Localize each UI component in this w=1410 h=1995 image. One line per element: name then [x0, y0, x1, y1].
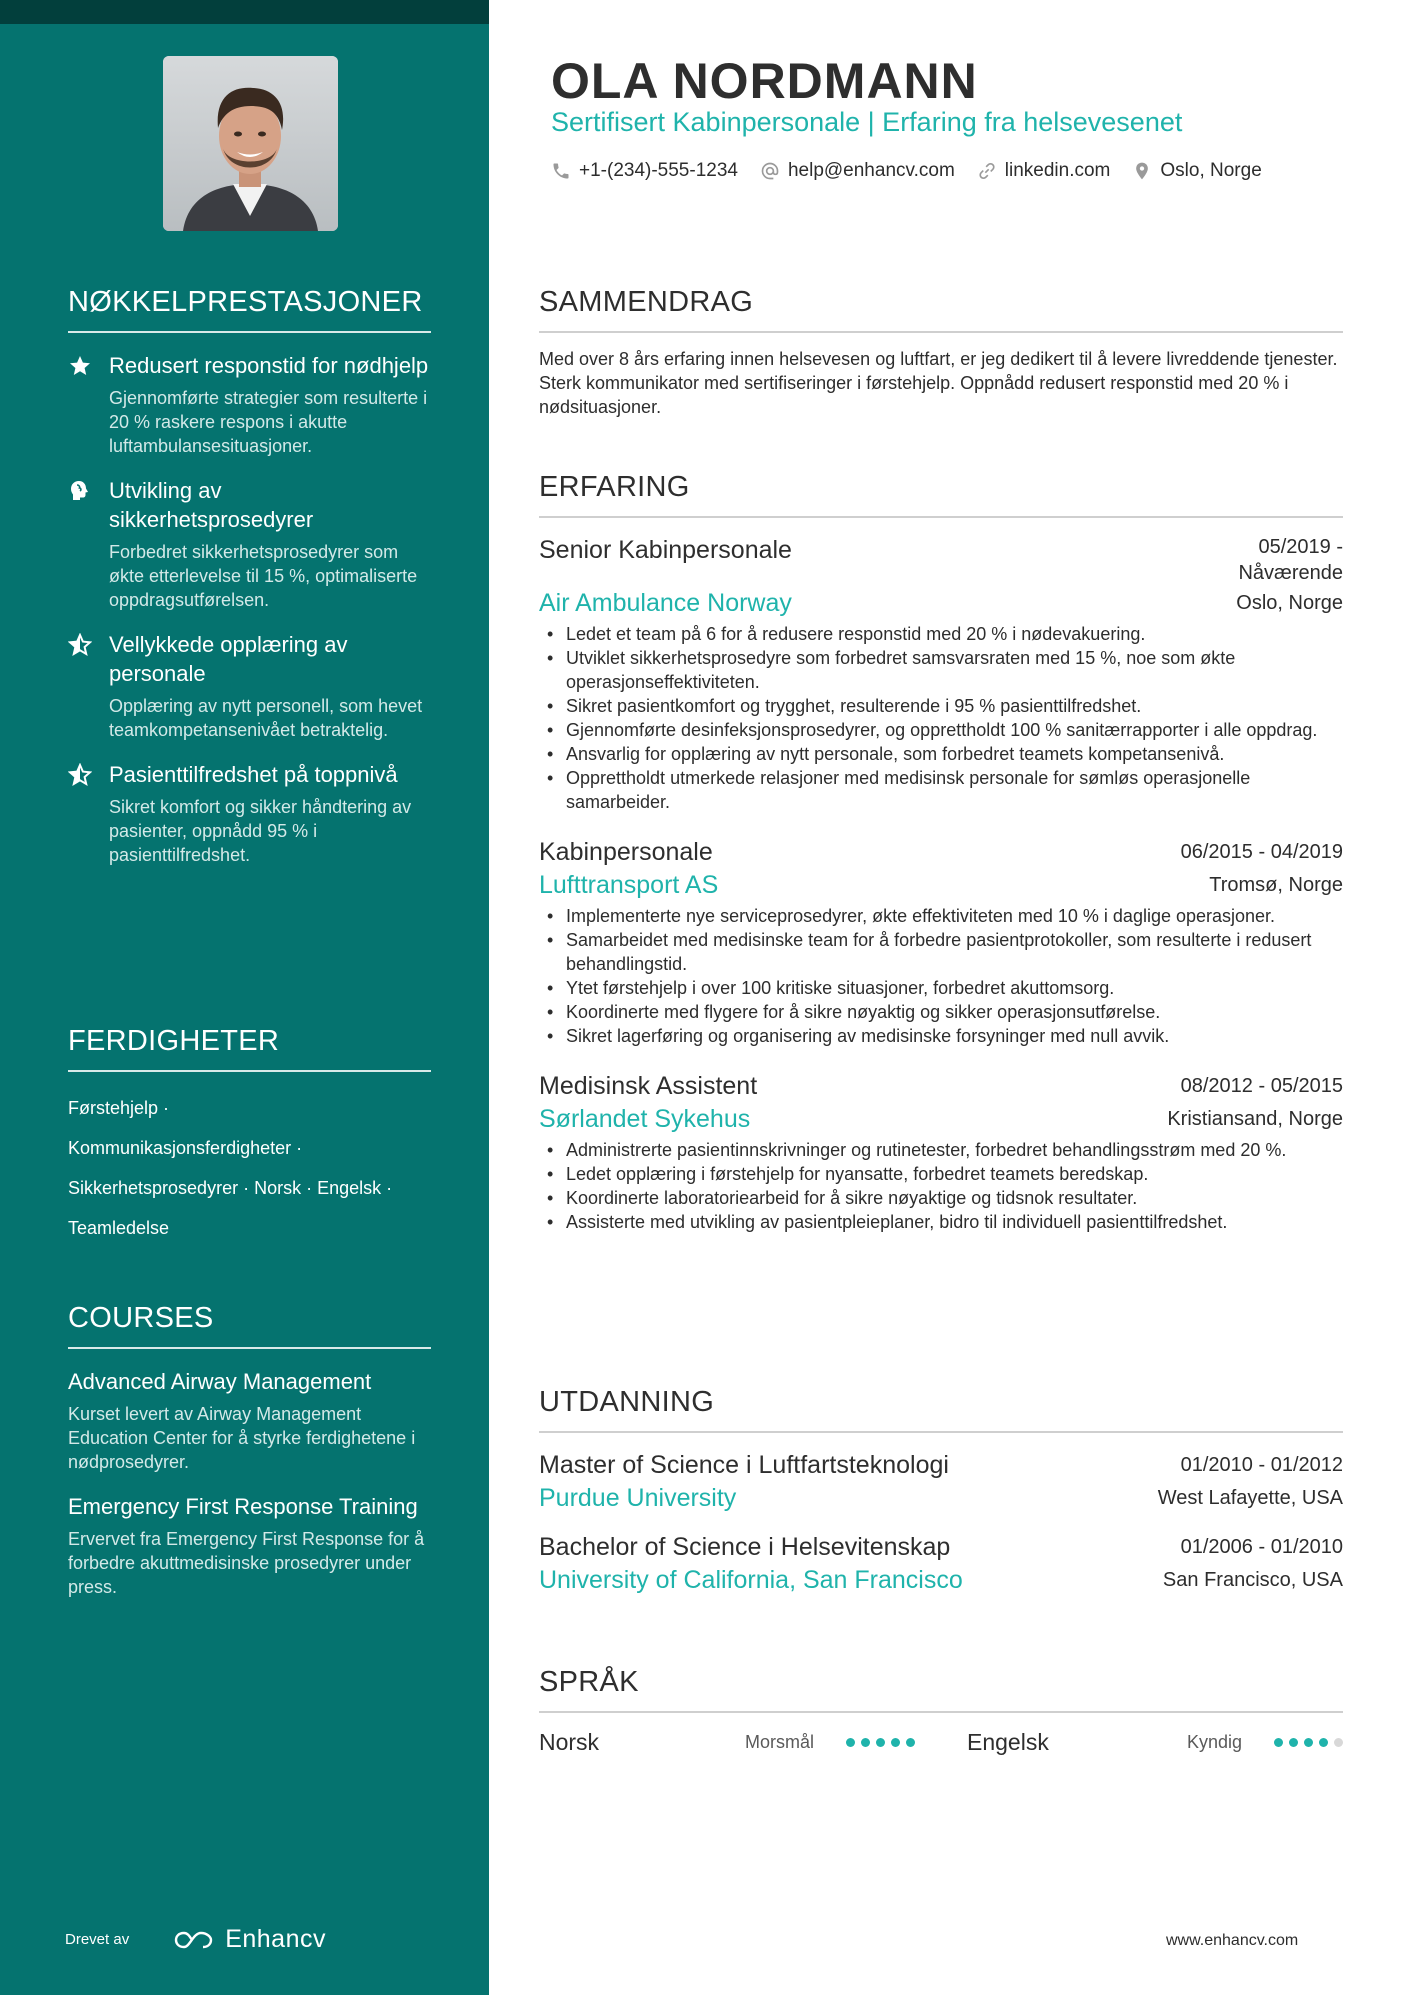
skills-line: Førstehjelp ·	[68, 1098, 170, 1118]
achievement-item	[68, 476, 431, 612]
brand-name: Enhancv	[225, 1925, 326, 1953]
rating-dot-filled	[891, 1738, 900, 1747]
rating-dot-filled	[846, 1738, 855, 1747]
languages-section	[539, 1666, 1343, 1756]
achievement-description: Forbedret sikkerhetsprosedyrer som økte etterlevelse til 15 %, optimaliserte oppdragsutførelsen.	[109, 542, 418, 610]
job-company: Lufttransport AS	[539, 871, 719, 899]
achievement-description: Gjennomførte strategier som resulterte i 20 % raskere respons i akutte luftambulansesituasjoner.	[109, 388, 428, 456]
rating-dot-filled	[861, 1738, 870, 1747]
rating-dot-filled	[1274, 1738, 1283, 1747]
job-entry	[539, 1070, 1343, 1234]
rating-dot-filled	[876, 1738, 885, 1747]
job-bullet: • Assisterte med utvikling av pasientpleieplaner, bidro til individuell pasienttilfredshet.	[539, 1210, 1343, 1234]
language-item	[539, 1729, 915, 1756]
skills-line: Sikkerhetsprosedyrer · Norsk · Engelsk ·	[68, 1178, 393, 1198]
job-date: 08/2012 - 05/2015	[1180, 1075, 1343, 1097]
school-location: West Lafayette, USA	[1157, 1487, 1343, 1509]
education-entry	[539, 1531, 1343, 1597]
job-date-start: 05/2019 -	[1258, 536, 1343, 558]
powered-by	[65, 1925, 326, 1954]
job-location: Tromsø, Norge	[1209, 874, 1343, 896]
summary-title: SAMMENDRAG	[539, 286, 1343, 333]
job-bullet: • Ledet opplæring i førstehjelp for nyansatte, forbedret teamets beredskap.	[539, 1162, 1343, 1186]
achievement-item	[68, 760, 431, 867]
skills-section	[68, 1025, 431, 1248]
star-icon	[68, 354, 92, 378]
job-bullet: • Sikret lagerføring og organisering av medisinske forsyninger med null avvik.	[539, 1024, 1343, 1048]
course-title: Advanced Airway Management	[68, 1369, 372, 1394]
job-bullets	[539, 904, 1343, 1048]
job-title: Senior Kabinpersonale	[539, 536, 792, 564]
summary-text: Med over 8 års erfaring innen helsevesen og luftfart, er jeg dedikert til å levere livreddende tjenester. Sterk kommunikator med sertifiseringer i førstehjelp. Oppnådd redusert responstid med 20 % i nødsituasjoner.	[539, 349, 1338, 417]
job-location: Kristiansand, Norge	[1167, 1108, 1343, 1130]
course-item	[68, 1492, 431, 1599]
course-title: Emergency First Response Training	[68, 1494, 418, 1519]
achievement-title: Redusert responstid for nødhjelp	[109, 353, 429, 378]
contact-row	[551, 160, 1262, 182]
rating-dot-empty	[1334, 1738, 1343, 1747]
job-title: Medisinsk Assistent	[539, 1072, 758, 1100]
language-rating	[846, 1738, 915, 1747]
language-level: Morsmål	[744, 1732, 814, 1752]
sidebar-top-band	[0, 0, 489, 24]
brain-icon	[68, 479, 92, 503]
job-location: Oslo, Norge	[1236, 592, 1343, 614]
degree: Master of Science i Luftfartsteknologi	[539, 1451, 949, 1479]
email-text: help@enhancv.com	[787, 160, 955, 181]
school-location: San Francisco, USA	[1162, 1569, 1343, 1591]
phone-icon	[551, 161, 571, 181]
achievement-title: Utvikling av sikkerhetsprosedyrer	[109, 478, 314, 532]
course-item	[68, 1367, 431, 1474]
job-bullet: • Sikret pasientkomfort og trygghet, resulterende i 95 % pasienttilfredshet.	[539, 694, 1343, 718]
job-bullet: • Ansvarlig for opplæring av nytt personale, som forbedret teamets kompetansenivå.	[539, 742, 1343, 766]
skills-list	[68, 1088, 431, 1248]
avatar	[163, 56, 338, 231]
skills-line: Teamledelse	[68, 1218, 170, 1238]
achievement-item	[68, 630, 431, 742]
link-icon	[977, 161, 997, 181]
education-date: 01/2010 - 01/2012	[1180, 1454, 1343, 1476]
contact-phone[interactable]	[551, 160, 738, 182]
job-company: Air Ambulance Norway	[539, 589, 792, 617]
infinity-logo-icon	[173, 1929, 217, 1951]
rating-dot-filled	[1304, 1738, 1313, 1747]
job-entry	[539, 836, 1343, 1048]
language-level: Kyndig	[1186, 1732, 1242, 1752]
summary-section	[539, 286, 1343, 419]
job-date: 06/2015 - 04/2019	[1180, 841, 1343, 863]
enhancv-logo[interactable]	[173, 1925, 326, 1954]
headline: Sertifisert Kabinpersonale | Erfaring fra helsevesenet	[551, 107, 1183, 137]
job-bullet: • Ledet et team på 6 for å redusere responstid med 20 % i nødevakuering.	[539, 622, 1343, 646]
job-bullet: • Opprettholdt utmerkede relasjoner med medisinsk personale for sømløs operasjonelle samarbeider.	[539, 766, 1343, 814]
school: Purdue University	[539, 1484, 737, 1512]
job-bullet: • Administrerte pasientinnskrivninger og rutinetester, forbedret behandlingsstrøm med 20 %.	[539, 1138, 1343, 1162]
contact-location	[1132, 160, 1261, 182]
job-bullets	[539, 1138, 1343, 1234]
job-company: Sørlandet Sykehus	[539, 1105, 751, 1133]
degree: Bachelor of Science i Helsevitenskap	[539, 1533, 951, 1561]
job-date-end: Nåværende	[1238, 562, 1343, 584]
footer-url[interactable]: www.enhancv.com	[1166, 1932, 1299, 1949]
achievement-description: Opplæring av nytt personell, som hevet teamkompetansenivået betraktelig.	[109, 696, 423, 740]
education-entry	[539, 1449, 1343, 1515]
job-bullet: • Gjennomførte desinfeksjonsprosedyrer, og opprettholdt 100 % sanitærrapporter i alle oppdrag.	[539, 718, 1343, 742]
linkedin-text: linkedin.com	[1004, 160, 1111, 181]
candidate-name: OLA NORDMANN	[551, 53, 978, 109]
course-description: Kurset levert av Airway Management Education Center for å styrke ferdighetene i nødprosedyrer.	[68, 1404, 416, 1472]
contact-linkedin[interactable]	[977, 160, 1111, 182]
education-section	[539, 1386, 1343, 1597]
contact-email[interactable]	[760, 160, 955, 182]
course-description: Ervervet fra Emergency First Response for å forbedre akuttmedisinske prosedyrer under press.	[68, 1529, 425, 1597]
sidebar	[0, 0, 489, 1995]
language-name: Engelsk	[967, 1729, 1049, 1755]
achievement-title: Vellykkede opplæring av personale	[109, 632, 348, 686]
achievements-title: NØKKELPRESTASJONER	[68, 286, 431, 333]
at-icon	[760, 161, 780, 181]
rating-dot-filled	[906, 1738, 915, 1747]
job-bullet: • Samarbeidet med medisinske team for å forbedre pasientprotokoller, som resulterte i redusert behandlingstid.	[539, 928, 1343, 976]
phone-text: +1-(234)-555-1234	[579, 160, 738, 181]
rating-dot-filled	[1289, 1738, 1298, 1747]
achievement-title: Pasienttilfredshet på toppnivå	[109, 762, 398, 787]
half-star-icon	[68, 763, 92, 787]
half-star-icon	[68, 633, 92, 657]
job-bullet: • Koordinerte med flygere for å sikre nøyaktig og sikker operasjonsutførelse.	[539, 1000, 1343, 1024]
courses-title: COURSES	[68, 1302, 431, 1349]
rating-dot-filled	[1319, 1738, 1328, 1747]
education-date: 01/2006 - 01/2010	[1180, 1536, 1343, 1558]
education-title: UTDANNING	[539, 1386, 1343, 1433]
language-rating	[1274, 1738, 1343, 1747]
languages-title: SPRÅK	[539, 1666, 1343, 1713]
skills-line: Kommunikasjonsferdigheter ·	[68, 1138, 303, 1158]
location-icon	[1132, 161, 1152, 181]
experience-section	[539, 471, 1343, 1234]
achievements-section	[68, 286, 431, 867]
job-title: Kabinpersonale	[539, 838, 713, 866]
job-bullet: • Implementerte nye serviceprosedyrer, økte effektiviteten med 10 % i daglige operasjoner.	[539, 904, 1343, 928]
location-text: Oslo, Norge	[1160, 160, 1262, 181]
language-item	[967, 1729, 1343, 1756]
avatar-portrait-illustration	[163, 56, 338, 231]
language-name: Norsk	[539, 1729, 600, 1755]
powered-by-label: Drevet av	[65, 1931, 130, 1948]
languages-list	[539, 1729, 1343, 1756]
job-bullet: • Utviklet sikkerhetsprosedyre som forbedret samsvarsraten med 15 %, noe som økte operasjonseffektiviteten.	[539, 646, 1343, 694]
school: University of California, San Francisco	[539, 1566, 963, 1594]
job-date	[1238, 534, 1343, 586]
job-bullet: • Ytet førstehjelp i over 100 kritiske situasjoner, forbedret akuttomsorg.	[539, 976, 1343, 1000]
achievement-description: Sikret komfort og sikker håndtering av pasienter, oppnådd 95 % i pasienttilfredshet.	[109, 797, 412, 865]
job-bullets	[539, 622, 1343, 814]
experience-title: ERFARING	[539, 471, 1343, 518]
job-bullet: • Koordinerte laboratoriearbeid for å sikre nøyaktige og tidsnok resultater.	[539, 1186, 1343, 1210]
courses-section	[68, 1302, 431, 1599]
job-entry	[539, 534, 1343, 814]
skills-title: FERDIGHETER	[68, 1025, 431, 1072]
achievement-item	[68, 351, 431, 458]
